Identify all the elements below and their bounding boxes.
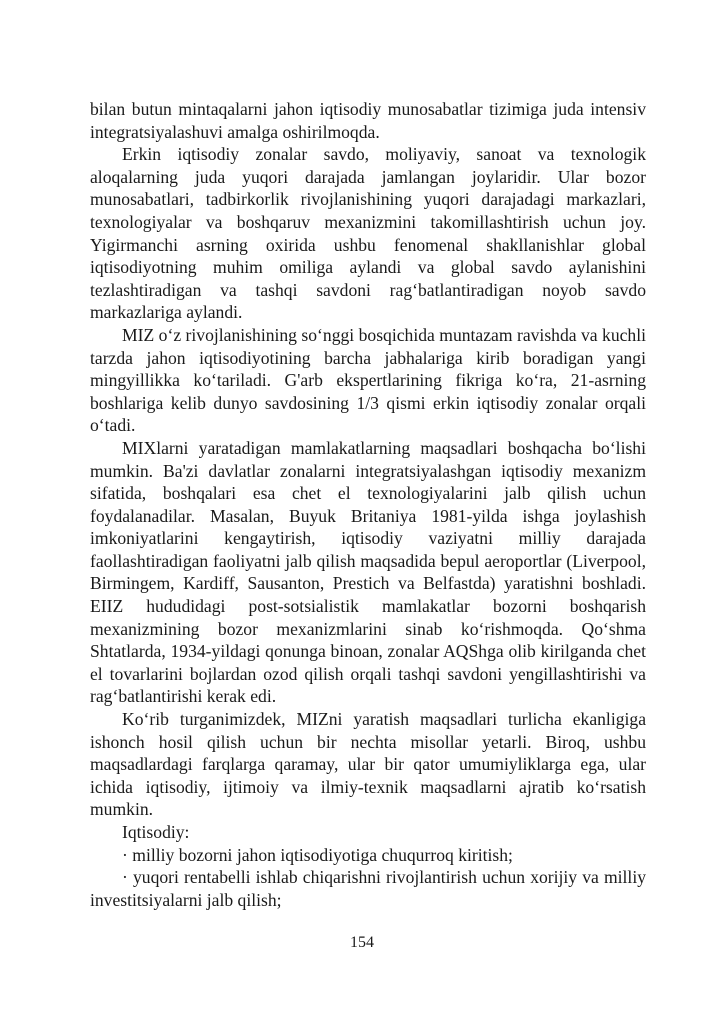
list-heading-economic: Iqtisodiy: [122, 822, 190, 842]
list-item-investments: · yuqori rentabelli ishlab chiqarishni rivojlantirish uchun xorijiy va milliy investitsiyalarni jalb qilish; [90, 867, 646, 910]
paragraph-free-economic-zones: Erkin iqtisodiy zonalar savdo, moliyaviy, sanoat va texnologik aloqalarning juda yuqori darajada jamlangan joylaridir. Ular bozor munosabatlari, tadbirkorlik rivojlanishining yuqori darajadagi markazlari, texnologiyalar va boshqaruv mexanizmini takomillashtirish uchun joy. Yigirmanchi asrning oxirida ushbu fenomenal shakllanishlar global iqtisodiyotning muhim omiliga aylandi va global savdo aylanishini tezlashtiradigan va tashqi savdoni rag‘batlantiradigan noyob savdo markazlariga aylandi. [90, 144, 646, 323]
paragraph-country-goals: MIXlarni yaratadigan mamlakatlarning maqsadlari boshqacha bo‘lishi mumkin. Ba'zi davlatlar zonalarni integratsiyalashgan iqtisodiy mexanizm sifatida, boshqalari esa chet el texnologiyalarini jalb qilish uchun foydalanadilar. Masalan, Buyuk Britaniya 1981-yilda ishga joylashish imkoniyatlarini kengaytirish, iqtisodiy vaziyatni milliy darajada faollashtiradigan faoliyatni jalb qilish maqsadida bepul aeroportlar (Liverpool, Birmingem, Kardiff, Sausanton, Prestich va Belfastda) yaratishni boshladi. EIIZ hududidagi post-sotsialistik mamlakatlar bozorni boshqarish mexanizmining bozor mexanizmlarini sinab ko‘rishmoqda. Qo‘shma Shtatlarda, 1934-yildagi qonunga binoan, zonalar AQShga olib kirilganda chet el tovarlarini bojlardan ozod qilish orqali tashqi savdoni yengillashtirishi va rag‘batlantirishi kerak edi. [90, 437, 646, 707]
paragraph-miz-goals-summary: Ko‘rib turganimizdek, MIZni yaratish maqsadlari turlicha ekanligiga ishonch hosil qilish uchun bir nechta misollar yetarli. Biroq, ushbu maqsadlardagi farqlarga qaramay, ular bir qator umumiyliklarga ega, ular ichida iqtisodiy, ijtimoiy va ilmiy-texnik maqsadlarni ajratib ko‘rsatish mumkin. [90, 709, 646, 820]
page-number: 154 [350, 934, 374, 951]
paragraph-continuation: bilan butun mintaqalarni jahon iqtisodiy munosabatlar tizimiga juda intensiv integratsiyalashuvi amalga oshirilmoqda. [90, 99, 646, 142]
list-item-national-market: · milliy bozorni jahon iqtisodiyotiga chuqurroq kiritish; [122, 844, 513, 865]
paragraph-miz-development: MIZ o‘z rivojlanishining so‘nggi bosqichida muntazam ravishda va kuchli tarzda jahon iqtisodiyotining barcha jabhalariga kirib boradigan yangi mingyillikka ko‘tariladi. G'arb ekspertlarining fikriga ko‘ra, 21-asrning boshlariga kelib dunyo savdosining 1/3 qismi erkin iqtisodiy zonalar orqali o‘tadi. [90, 324, 646, 436]
document-page [90, 98, 646, 911]
